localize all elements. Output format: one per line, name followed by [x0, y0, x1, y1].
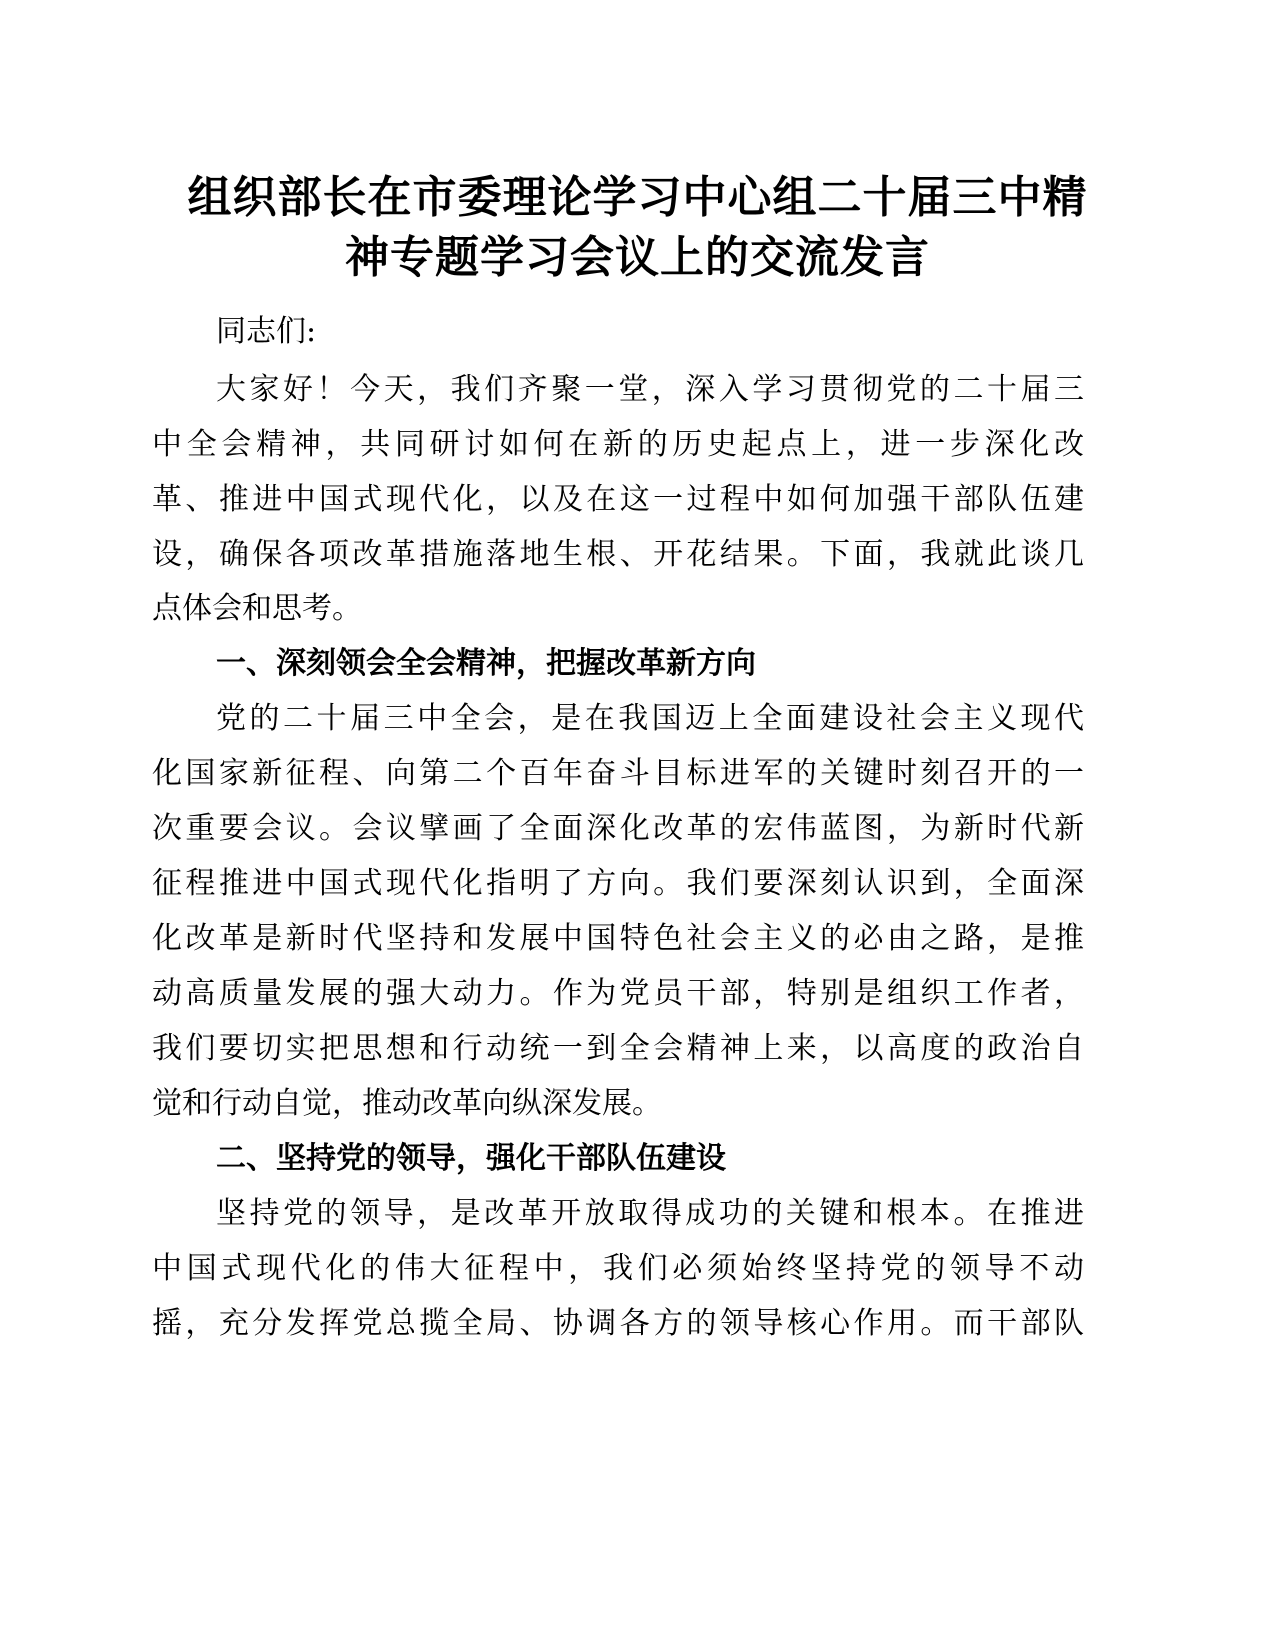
intro-line: 设，确保各项改革措施落地生根、开花结果。下面，我就此谈几 — [152, 537, 1084, 572]
section1-line: 党的二十届三中全会，是在我国迈上全面建设社会主义现代 — [216, 701, 1084, 736]
section1-line: 我们要切实把思想和行动统一到全会精神上来，以高度的政治自 — [152, 1031, 1084, 1066]
salutation: 同志们: — [216, 314, 317, 349]
section-heading-1: 一、深刻领会全会精神，把握改革新方向 — [216, 646, 756, 681]
section2-line: 摇，充分发挥党总揽全局、协调各方的领导核心作用。而干部队 — [152, 1306, 1084, 1341]
intro-line: 大家好！今天，我们齐聚一堂，深入学习贯彻党的二十届三 — [216, 372, 1084, 407]
section1-line: 化国家新征程、向第二个百年奋斗目标进军的关键时刻召开的一 — [152, 756, 1084, 791]
section1-line: 征程推进中国式现代化指明了方向。我们要深刻认识到，全面深 — [152, 866, 1084, 901]
section1-line: 觉和行动自觉，推动改革向纵深发展。 — [152, 1086, 662, 1121]
section2-line: 中国式现代化的伟大征程中，我们必须始终坚持党的领导不动 — [152, 1251, 1084, 1286]
section1-line: 动高质量发展的强大动力。作为党员干部，特别是组织工作者， — [152, 976, 1084, 1011]
section1-line: 化改革是新时代坚持和发展中国特色社会主义的必由之路，是推 — [152, 921, 1084, 956]
intro-line: 中全会精神，共同研讨如何在新的历史起点上，进一步深化改 — [152, 427, 1084, 462]
section2-line: 坚持党的领导，是改革开放取得成功的关键和根本。在推进 — [216, 1196, 1084, 1231]
document-title-line-2: 神专题学习会议上的交流发言 — [345, 232, 930, 283]
intro-line: 点体会和思考。 — [152, 591, 362, 626]
intro-line: 革、推进中国式现代化，以及在这一过程中如何加强干部队伍建 — [152, 482, 1084, 517]
document-title-line-1: 组织部长在市委理论学习中心组二十届三中精 — [187, 172, 1088, 223]
section1-line: 次重要会议。会议擘画了全面深化改革的宏伟蓝图，为新时代新 — [152, 811, 1084, 846]
section-heading-2: 二、坚持党的领导，强化干部队伍建设 — [216, 1141, 726, 1176]
